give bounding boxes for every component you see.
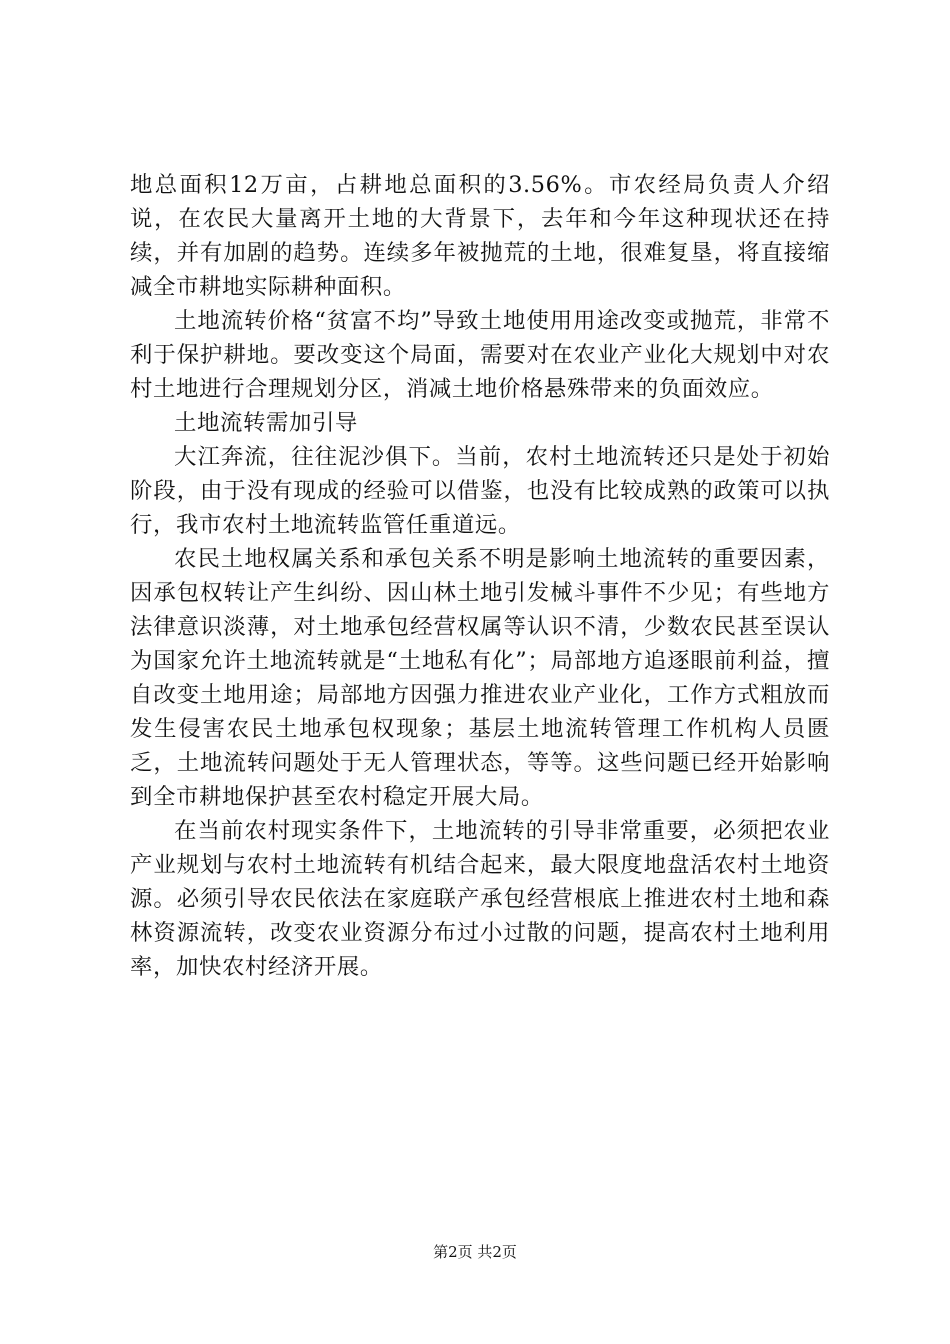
paragraph-guidance: 在当前农村现实条件下，土地流转的引导非常重要，必须把农业产业规划与农村土地流转有机结合起来，最大限度地盘活农村土地资源。必须引导农民依法在家庭联产承包经营根底上推进农村土地和森林资源流转，改变农业资源分布过小过散的问题，提高农村土地利用率，加快农村经济开展。 xyxy=(130,818,830,980)
page-footer: 第2页 共2页 xyxy=(433,1243,517,1261)
paragraph-land-price: 土地流转价格“贫富不均”导致土地使用用途改变或抛荒，非常不利于保护耕地。要改变这个局面，需要对在农业产业化大规划中对农村土地进行合理规划分区，消减土地价格悬殊带来的负面效应。 xyxy=(130,308,830,402)
paragraph-ownership-issues: 农民土地权属关系和承包关系不明是影响土地流转的重要因素，因承包权转让产生纠纷、因山林土地引发械斗事件不少见；有些地方法律意识淡薄，对土地承包经营权属等认识不清，少数农民甚至误认为国家允许土地流转就是“土地私有化”；局部地方追逐眼前利益，擅自改变土地用途；局部地方因强力推进农业产业化，工作方式粗放而发生侵害农民土地承包权现象；基层土地流转管理工作机构人员匮乏，土地流转问题处于无人管理状态，等等。这些问题已经开始影响到全市耕地保护甚至农村稳定开展大局。 xyxy=(130,546,830,810)
document-body xyxy=(130,168,830,984)
paragraph-continuation: 地总面积12万亩，占耕地总面积的3.56%。市农经局负责人介绍说，在农民大量离开土地的大背景下，去年和今年这种现状还在持续，并有加剧的趋势。连续多年被抛荒的土地，很难复垦，将直接缩减全市耕地实际耕种面积。 xyxy=(130,172,830,300)
section-heading: 土地流转需加引导 xyxy=(174,410,358,436)
paragraph-initial-stage: 大江奔流，往往泥沙俱下。当前，农村土地流转还只是处于初始阶段，由于没有现成的经验可以借鉴，也没有比较成熟的政策可以执行，我市农村土地流转监管任重道远。 xyxy=(130,444,830,538)
